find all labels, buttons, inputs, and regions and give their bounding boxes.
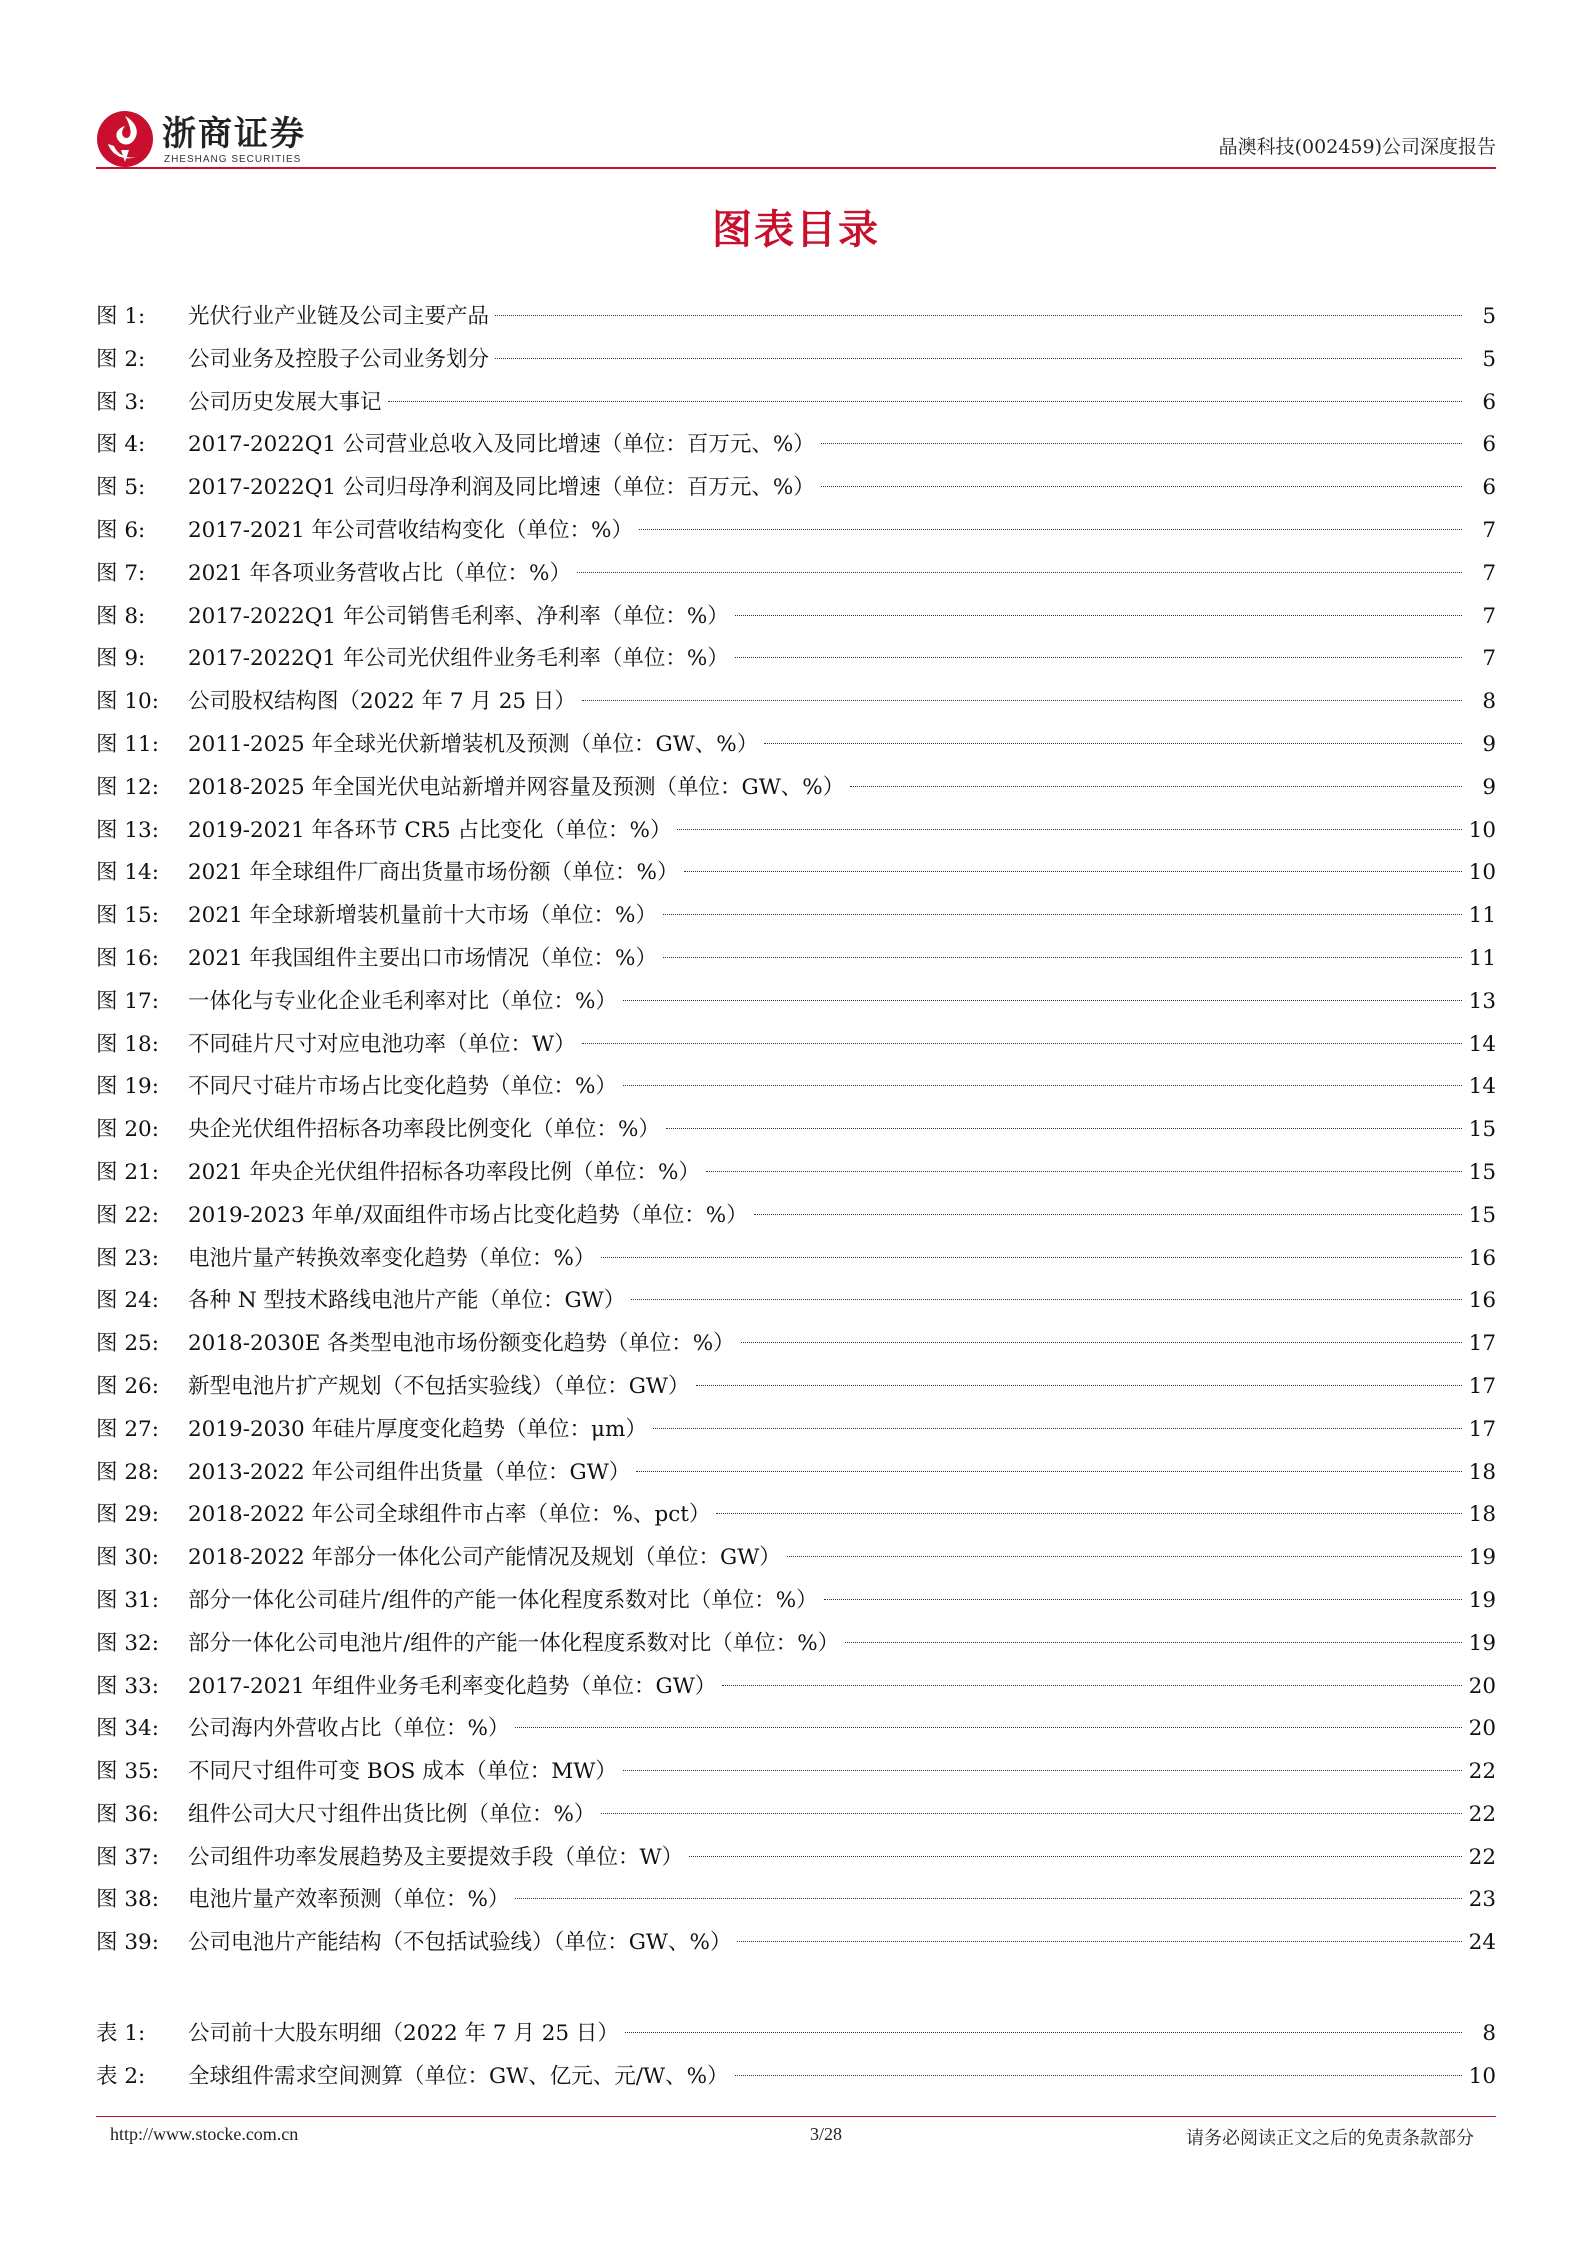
dot-leader [515,1898,1462,1899]
entry-number: 图 23: [96,1245,159,1271]
page-header [96,100,1496,170]
entry-page-number: 9 [1482,774,1496,800]
figure-toc-entry[interactable] [96,767,1496,810]
entry-number: 图 15: [96,903,159,929]
figure-toc-entry[interactable] [96,1623,1496,1666]
entry-number: 图 38: [96,1887,159,1913]
dot-leader [737,1941,1462,1942]
entry-number: 图 2: [96,346,146,372]
entry-page-number: 15 [1468,1202,1496,1228]
entry-page-number: 22 [1468,1844,1496,1870]
entry-page-number: 10 [1468,860,1496,886]
entry-page-number: 20 [1468,1673,1496,1699]
entry-title: 2017-2022Q1 公司归母净利润及同比增速（单位：百万元、%） [188,475,815,501]
entry-page-number: 22 [1468,1801,1496,1827]
entry-title: 部分一体化公司硅片/组件的产能一体化程度系数对比（单位：%） [188,1587,818,1613]
figure-toc-entry[interactable] [96,467,1496,510]
dot-leader [388,401,1462,402]
entry-number: 图 7: [96,560,146,586]
dot-leader [787,1556,1462,1557]
entry-number: 图 33: [96,1673,159,1699]
entry-number: 图 11: [96,731,159,757]
entry-number: 图 28: [96,1459,159,1485]
figure-toc-entry[interactable] [96,1066,1496,1109]
figure-toc-entry[interactable] [96,681,1496,724]
entry-page-number: 17 [1468,1373,1496,1399]
dot-leader [689,1856,1462,1857]
entry-page-number: 11 [1468,903,1496,929]
entry-page-number: 24 [1468,1930,1496,1956]
figure-toc-entry[interactable] [96,1494,1496,1537]
entry-title: 央企光伏组件招标各功率段比例变化（单位：%） [188,1117,660,1143]
dot-leader [821,486,1462,487]
figure-list [96,296,1496,1965]
entry-page-number: 16 [1468,1288,1496,1314]
dot-leader [821,443,1462,444]
figure-toc-entry[interactable] [96,938,1496,981]
entry-page-number: 22 [1468,1759,1496,1785]
entry-page-number: 23 [1468,1887,1496,1913]
entry-number: 图 24: [96,1288,159,1314]
figure-toc-entry[interactable] [96,724,1496,767]
dot-leader [850,786,1462,787]
entry-title: 2018-2030E 各类型电池市场份额变化趋势（单位：%） [188,1331,735,1357]
entry-number: 图 34: [96,1716,159,1742]
dot-leader [716,1513,1462,1514]
figure-toc-entry[interactable] [96,1708,1496,1751]
entry-number: 图 1: [96,304,146,329]
figure-toc-entry[interactable] [96,1452,1496,1495]
figure-toc-entry[interactable] [96,382,1496,425]
figure-toc-entry[interactable] [96,596,1496,639]
dot-leader [582,1043,1462,1044]
dot-leader [631,1299,1462,1300]
report-tag: 晶澳科技(002459)公司深度报告 [1218,136,1496,158]
entry-title: 2017-2021 年公司营收结构变化（单位：%） [188,517,633,543]
entry-page-number: 7 [1482,646,1496,672]
entry-title: 2018-2025 年全国光伏电站新增并网容量及预测（单位：GW、%） [188,774,845,800]
entry-title: 2017-2022Q1 公司营业总收入及同比增速（单位：百万元、%） [188,432,815,458]
entry-number: 图 4: [96,432,146,458]
dot-leader [582,700,1462,701]
entry-number: 图 29: [96,1502,159,1528]
entry-title: 2021 年我国组件主要出口市场情况（单位：%） [188,945,657,971]
figure-toc-entry[interactable] [96,852,1496,895]
entry-title: 2017-2021 年组件业务毛利率变化趋势（单位：GW） [188,1673,717,1699]
page-footer [96,2124,1496,2154]
entry-title: 2021 年央企光伏组件招标各功率段比例（单位：%） [188,1159,700,1185]
entry-page-number: 15 [1468,1159,1496,1185]
entry-title: 公司历史发展大事记 [188,389,382,415]
entry-title: 公司电池片产能结构（不包括试验线）（单位：GW、%） [188,1930,732,1956]
entry-page-number: 10 [1468,817,1496,843]
figure-toc-entry[interactable] [96,1922,1496,1965]
entry-page-number: 15 [1468,1117,1496,1143]
figure-toc-entry[interactable] [96,1409,1496,1452]
dot-leader [754,1214,1462,1215]
entry-page-number: 5 [1482,346,1496,372]
figure-toc-entry[interactable] [96,1152,1496,1195]
figure-toc-entry[interactable] [96,981,1496,1024]
entry-page-number: 10 [1468,2063,1496,2089]
figure-toc-entry[interactable] [96,1195,1496,1238]
entry-number: 图 25: [96,1331,159,1357]
figure-toc-entry[interactable] [96,895,1496,938]
table-toc-entry[interactable] [96,2013,1496,2056]
entry-number: 图 18: [96,1031,159,1057]
figure-toc-entry[interactable] [96,810,1496,853]
entry-page-number: 20 [1468,1716,1496,1742]
entry-number: 图 5: [96,475,146,501]
entry-title: 部分一体化公司电池片/组件的产能一体化程度系数对比（单位：%） [188,1630,840,1656]
footer-divider [96,2116,1496,2117]
dot-leader [722,1685,1462,1686]
entry-page-number: 13 [1468,988,1496,1014]
entry-number: 图 36: [96,1801,159,1827]
entry-number: 图 31: [96,1587,159,1613]
entry-number: 图 35: [96,1759,159,1785]
entry-page-number: 16 [1468,1245,1496,1271]
dot-leader [601,1257,1462,1258]
entry-page-number: 19 [1468,1587,1496,1613]
entry-number: 表 1: [96,2021,146,2046]
figure-toc-entry[interactable] [96,1666,1496,1709]
dot-leader [666,1128,1462,1129]
entry-title: 全球组件需求空间测算（单位：GW、亿元、元/W、%） [188,2063,729,2089]
figure-toc-entry[interactable] [96,1837,1496,1880]
entry-page-number: 11 [1468,945,1496,971]
entry-number: 图 3: [96,389,146,415]
entry-number: 图 13: [96,817,159,843]
entry-title: 不同尺寸组件可变 BOS 成本（单位：MW） [188,1759,617,1785]
entry-number: 图 21: [96,1159,159,1185]
dot-leader [623,1085,1462,1086]
entry-title: 2017-2022Q1 年公司销售毛利率、净利率（单位：%） [188,603,729,629]
entry-title: 2021 年全球组件厂商出货量市场份额（单位：%） [188,860,679,886]
figure-toc-entry[interactable] [96,1323,1496,1366]
entry-number: 图 17: [96,988,159,1014]
figure-toc-entry[interactable] [96,296,1496,339]
dot-leader [735,657,1462,658]
figure-toc-entry[interactable] [96,1537,1496,1580]
entry-title: 各种 N 型技术路线电池片产能（单位：GW） [188,1288,626,1314]
entry-title: 2019-2021 年各环节 CR5 占比变化（单位：%） [188,817,672,843]
figure-toc-entry[interactable] [96,1794,1496,1837]
dot-leader [653,1428,1462,1429]
entry-page-number: 7 [1482,517,1496,543]
dot-leader [845,1642,1462,1643]
entry-title: 2011-2025 年全球光伏新增装机及预测（单位：GW、%） [188,731,759,757]
entry-title: 2019-2023 年单/双面组件市场占比变化趋势（单位：%） [188,1202,748,1228]
dot-leader [515,1727,1462,1728]
entry-number: 图 37: [96,1844,159,1870]
entry-page-number: 19 [1468,1545,1496,1571]
logo-name: 浙商证券 [162,114,306,154]
figure-toc-entry[interactable] [96,510,1496,553]
figure-toc-entry[interactable] [96,1280,1496,1323]
dot-leader [577,572,1462,573]
entry-number: 图 39: [96,1930,159,1956]
dot-leader [735,615,1462,616]
footer-url-link[interactable]: http://www.stocke.com.cn [110,2124,299,2144]
entry-number: 表 2: [96,2063,146,2089]
entry-number: 图 8: [96,603,146,629]
entry-title: 公司前十大股东明细（2022 年 7 月 25 日） [188,2021,619,2046]
dot-leader [639,529,1462,530]
entry-title: 组件公司大尺寸组件出货比例（单位：%） [188,1801,596,1827]
figure-toc-entry[interactable] [96,1879,1496,1922]
dot-leader [623,1770,1462,1771]
figure-toc-entry[interactable] [96,638,1496,681]
figure-toc-entry[interactable] [96,1751,1496,1794]
dot-leader [735,2075,1462,2076]
figure-toc-entry[interactable] [96,1238,1496,1281]
header-divider [96,167,1496,169]
table-list [96,2013,1496,2099]
zheshang-logo-icon [96,110,154,168]
dot-leader [764,743,1462,744]
dot-leader [601,1813,1462,1814]
dot-leader [636,1471,1462,1472]
entry-page-number: 14 [1468,1074,1496,1100]
footer-disclaimer: 请务必阅读正文之后的免责条款部分 [1186,2128,1474,2149]
entry-page-number: 8 [1482,689,1496,715]
figure-toc-entry[interactable] [96,1580,1496,1623]
entry-title: 电池片量产转换效率变化趋势（单位：%） [188,1245,596,1271]
entry-title: 2018-2022 年公司全球组件市占率（单位：%、pct） [188,1502,711,1528]
entry-page-number: 17 [1468,1416,1496,1442]
page-title: 图表目录 [712,207,880,253]
figure-toc-entry[interactable] [96,339,1496,382]
entry-page-number: 14 [1468,1031,1496,1057]
dot-leader [663,957,1462,958]
entry-number: 图 6: [96,517,146,543]
entry-page-number: 8 [1482,2021,1496,2046]
entry-page-number: 6 [1482,475,1496,501]
dot-leader [495,358,1462,359]
entry-number: 图 30: [96,1545,159,1571]
entry-number: 图 27: [96,1416,159,1442]
entry-title: 一体化与专业化企业毛利率对比（单位：%） [188,988,617,1014]
entry-page-number: 7 [1482,560,1496,586]
entry-page-number: 7 [1482,603,1496,629]
entry-number: 图 10: [96,689,159,715]
entry-title: 2019-2030 年硅片厚度变化趋势（单位：μm） [188,1416,647,1442]
entry-number: 图 20: [96,1117,159,1143]
entry-number: 图 22: [96,1202,159,1228]
table-toc-entry[interactable] [96,2056,1496,2099]
entry-page-number: 18 [1468,1459,1496,1485]
entry-title: 不同尺寸硅片市场占比变化趋势（单位：%） [188,1074,617,1100]
figure-toc-entry[interactable] [96,1366,1496,1409]
dot-leader [663,914,1462,915]
entry-title: 不同硅片尺寸对应电池功率（单位：W） [188,1031,576,1057]
dot-leader [495,315,1462,316]
entry-page-number: 19 [1468,1630,1496,1656]
entry-page-number: 6 [1482,389,1496,415]
entry-number: 图 14: [96,860,159,886]
dot-leader [824,1599,1462,1600]
entry-title: 新型电池片扩产规划（不包括实验线）（单位：GW） [188,1373,690,1399]
entry-page-number: 18 [1468,1502,1496,1528]
entry-page-number: 5 [1482,304,1496,329]
entry-title: 公司股权结构图（2022 年 7 月 25 日） [188,689,576,715]
entry-number: 图 12: [96,774,159,800]
entry-title: 公司组件功率发展趋势及主要提效手段（单位：W） [188,1844,684,1870]
entry-title: 2021 年全球新增装机量前十大市场（单位：%） [188,903,657,929]
entry-page-number: 6 [1482,432,1496,458]
dot-leader [696,1385,1462,1386]
figure-toc-entry[interactable] [96,553,1496,596]
dot-leader [741,1342,1462,1343]
entry-number: 图 9: [96,646,146,672]
figure-toc-entry[interactable] [96,1024,1496,1067]
entry-number: 图 19: [96,1074,159,1100]
entry-number: 图 16: [96,945,159,971]
entry-title: 2018-2022 年部分一体化公司产能情况及规划（单位：GW） [188,1545,781,1571]
entry-number: 图 32: [96,1630,159,1656]
dot-leader [623,1000,1462,1001]
entry-title: 光伏行业产业链及公司主要产品 [188,304,490,329]
company-logo [96,100,336,170]
entry-title: 公司海内外营收占比（单位：%） [188,1716,510,1742]
entry-title: 电池片量产效率预测（单位：%） [188,1887,510,1913]
footer-page-number: 3/28 [809,2124,842,2144]
figure-toc-entry[interactable] [96,1109,1496,1152]
entry-page-number: 17 [1468,1331,1496,1357]
entry-title: 2013-2022 年公司组件出货量（单位：GW） [188,1459,631,1485]
entry-title: 2021 年各项业务营收占比（单位：%） [188,560,571,586]
entry-title: 公司业务及控股子公司业务划分 [188,346,490,372]
logo-subtitle: ZHESHANG SECURITIES [164,154,302,165]
dot-leader [677,829,1462,830]
dot-leader [706,1171,1462,1172]
dot-leader [625,2032,1462,2033]
figure-toc-entry[interactable] [96,424,1496,467]
dot-leader [684,871,1462,872]
entry-page-number: 9 [1482,731,1496,757]
entry-title: 2017-2022Q1 年公司光伏组件业务毛利率（单位：%） [188,646,729,672]
entry-number: 图 26: [96,1373,159,1399]
